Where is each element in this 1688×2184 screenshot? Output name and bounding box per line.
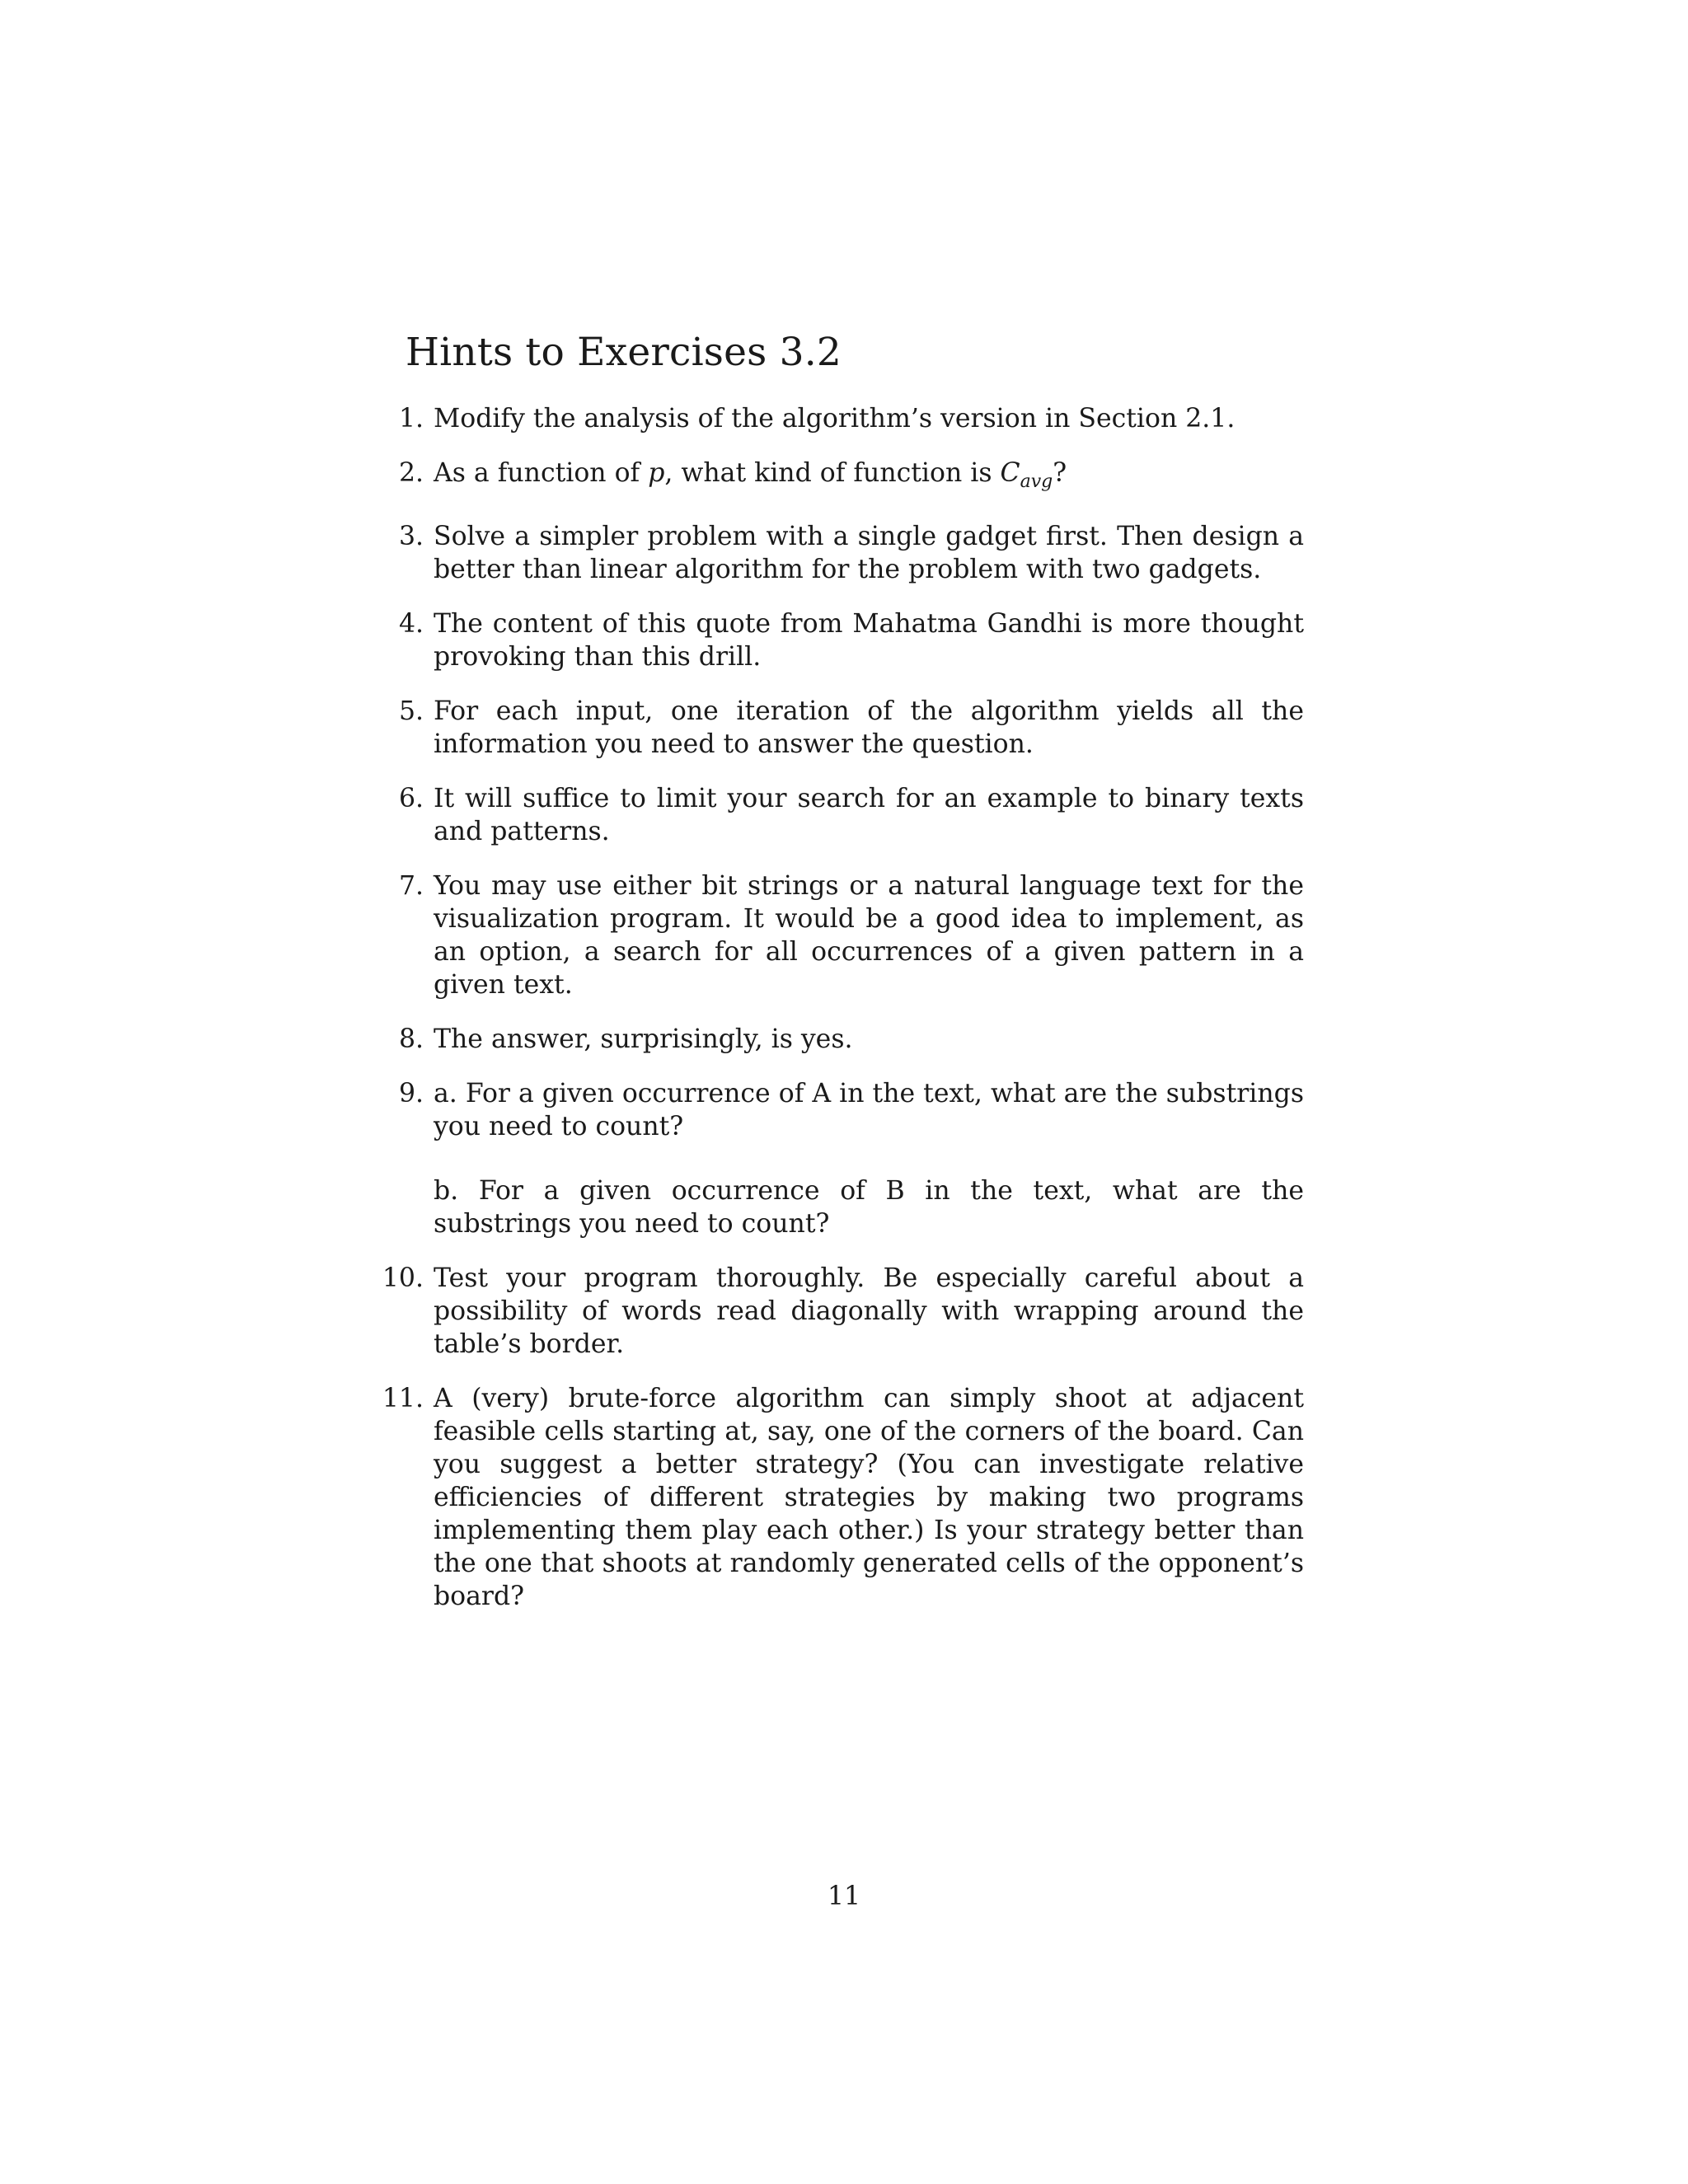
item-text: It will suffice to limit your search for an example to binary texts and patterns. bbox=[434, 784, 1304, 846]
section-title: Hints to Exercises 3.2 bbox=[406, 330, 842, 375]
list-item bbox=[354, 1382, 1304, 1613]
item-number: 5. bbox=[398, 696, 424, 726]
item-text-mid: , what kind of function is bbox=[664, 458, 1001, 488]
variable-c: C bbox=[1000, 458, 1020, 488]
list-item bbox=[354, 782, 1304, 848]
list-item bbox=[354, 1023, 1304, 1056]
item-number: 11. bbox=[382, 1384, 424, 1413]
item-text-pre: As a function of bbox=[434, 458, 649, 488]
item-text bbox=[434, 457, 1304, 499]
item-number: 2. bbox=[398, 458, 424, 488]
item-text: The content of this quote from Mahatma Gandhi is more thought provoking than this drill. bbox=[434, 609, 1304, 672]
item-number: 8. bbox=[398, 1024, 424, 1054]
item-text: Solve a simpler problem with a single gadget first. Then design a better than linear algorithm for the problem with two gadgets. bbox=[434, 522, 1304, 584]
list-item bbox=[354, 520, 1304, 586]
list-item bbox=[354, 1262, 1304, 1361]
item-text: A (very) brute-force algorithm can simply shoot at adjacent feasible cells starting at, say, one of the corners of the board. Can you suggest a better strategy? (You can investigate relative efficiencies of different strategies by making two programs implementing them play each other.) Is your strategy better than the one that shoots at randomly generated cells of the opponent’s board? bbox=[434, 1384, 1304, 1611]
item-part-a: a. For a given occurrence of A in the text, what are the substrings you need to count? bbox=[434, 1079, 1304, 1141]
list-item bbox=[354, 457, 1304, 499]
item-number: 7. bbox=[398, 871, 424, 901]
item-text: The answer, surprisingly, is yes. bbox=[434, 1024, 853, 1054]
item-number: 1. bbox=[398, 404, 424, 434]
item-number: 6. bbox=[398, 784, 424, 813]
item-text-post: ? bbox=[1053, 458, 1067, 488]
item-number: 4. bbox=[398, 609, 424, 639]
list-item bbox=[354, 402, 1304, 435]
item-number: 10. bbox=[382, 1263, 424, 1293]
list-item bbox=[354, 607, 1304, 673]
item-text: Modify the analysis of the algorithm’s version in Section 2.1. bbox=[434, 404, 1236, 434]
list-item bbox=[354, 869, 1304, 1001]
variable-p: p bbox=[648, 458, 665, 488]
item-text: For each input, one iteration of the algorithm yields all the information you need to answer the question. bbox=[434, 696, 1304, 759]
item-number: 9. bbox=[398, 1079, 424, 1108]
list-item bbox=[354, 695, 1304, 761]
variable-subscript: avg bbox=[1020, 471, 1053, 492]
item-part-b: b. For a given occurrence of B in the text, what are the substrings you need to count? bbox=[434, 1176, 1304, 1239]
item-text: You may use either bit strings or a natural language text for the visualization program. It would be a good idea to implement, as an option, a search for all occurrences of a given pattern in a given text. bbox=[434, 871, 1304, 1000]
page-number: 11 bbox=[827, 1882, 861, 1911]
hints-list bbox=[354, 402, 1304, 1634]
item-text: Test your program thoroughly. Be especially careful about a possibility of words read diagonally with wrapping around the table’s border. bbox=[434, 1263, 1304, 1359]
list-item bbox=[354, 1077, 1304, 1240]
item-number: 3. bbox=[398, 522, 424, 551]
